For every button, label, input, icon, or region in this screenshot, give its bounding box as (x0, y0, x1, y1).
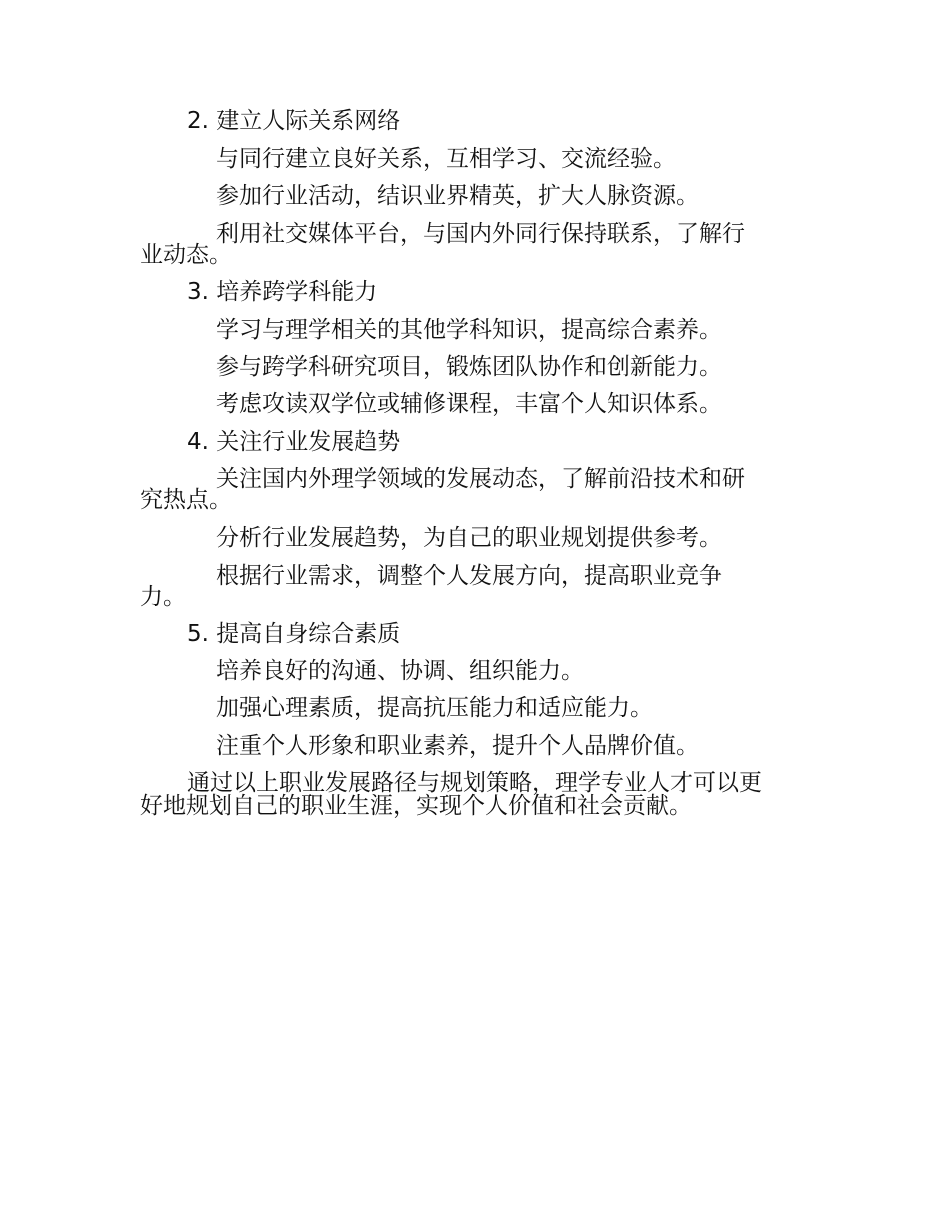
list-item: 与同行建立良好关系，互相学习、交流经验。 (216, 146, 676, 172)
list-item: 参加行业活动，结识业界精英，扩大人脉资源。 (216, 183, 699, 209)
list-item: 关注国内外理学领域的发展动态，了解前沿技术和研 (216, 466, 745, 492)
section-heading: 5. 提高自身综合素质 (187, 621, 401, 647)
section-heading: 2. 建立人际关系网络 (187, 108, 401, 134)
list-item-continuation: 究热点。 (140, 487, 232, 513)
section-heading: 4. 关注行业发展趋势 (187, 429, 401, 455)
conclusion-paragraph-line: 通过以上职业发展路径与规划策略，理学专业人才可以更 (187, 770, 762, 796)
list-item: 参与跨学科研究项目，锻炼团队协作和创新能力。 (216, 354, 722, 380)
conclusion-paragraph-line: 好地规划自己的职业生涯，实现个人价值和社会贡献。 (140, 793, 692, 819)
section-heading: 3. 培养跨学科能力 (187, 279, 378, 305)
list-item: 利用社交媒体平台，与国内外同行保持联系，了解行 (216, 221, 745, 247)
list-item: 根据行业需求，调整个人发展方向，提高职业竞争 (216, 563, 722, 589)
list-item: 分析行业发展趋势，为自己的职业规划提供参考。 (216, 525, 722, 551)
list-item: 注重个人形象和职业素养，提升个人品牌价值。 (216, 733, 699, 759)
list-item: 学习与理学相关的其他学科知识，提高综合素养。 (216, 317, 722, 343)
list-item: 考虑攻读双学位或辅修课程，丰富个人知识体系。 (216, 391, 722, 417)
list-item: 培养良好的沟通、协调、组织能力。 (216, 658, 584, 684)
list-item-continuation: 力。 (140, 584, 186, 610)
list-item: 加强心理素质，提高抗压能力和适应能力。 (216, 695, 653, 721)
list-item-continuation: 业动态。 (140, 242, 232, 268)
